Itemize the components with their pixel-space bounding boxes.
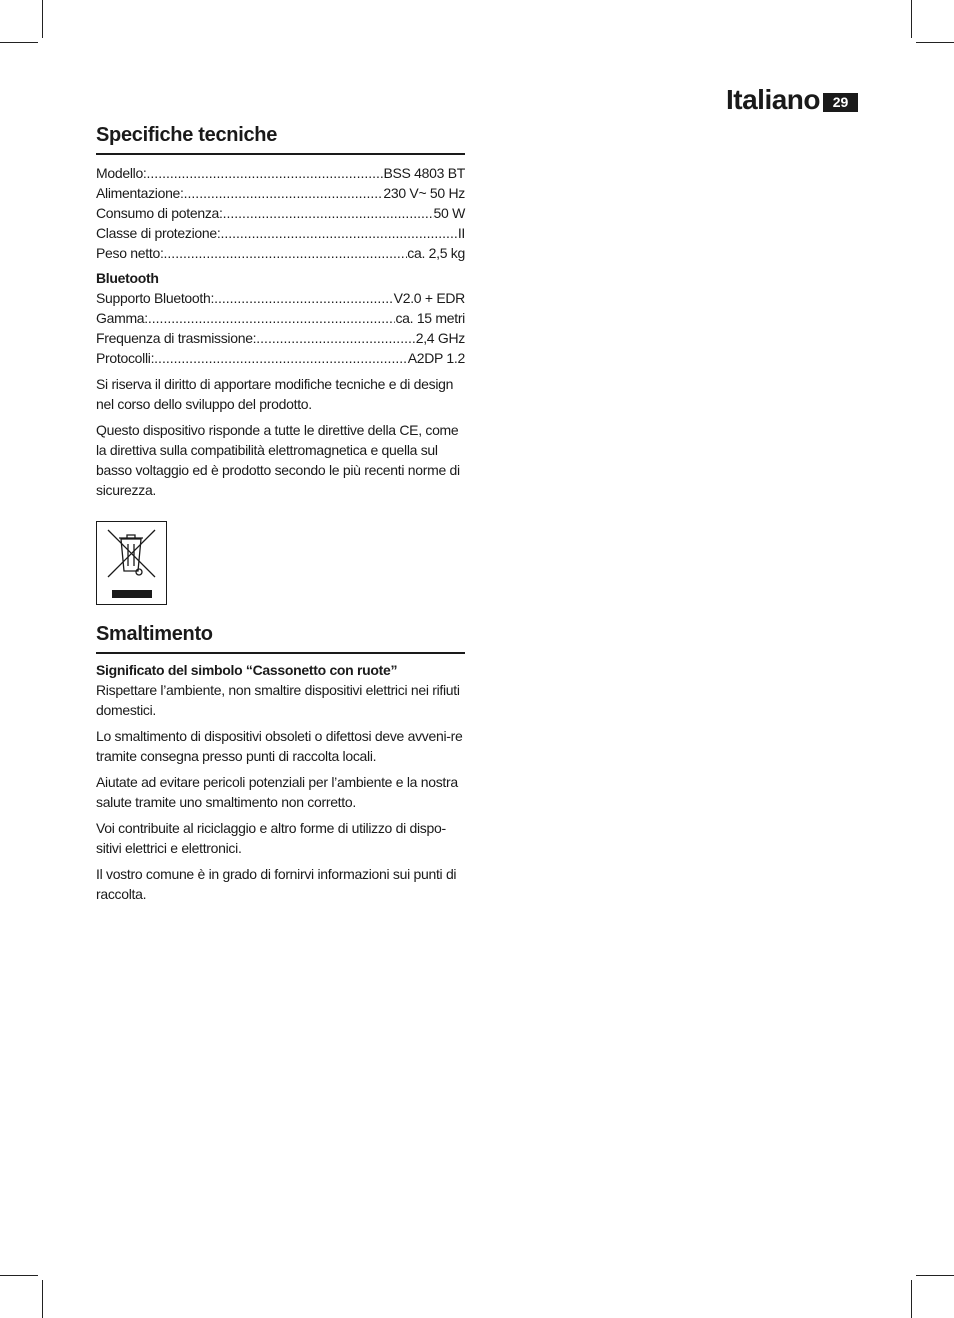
spec-label: Consumo di potenza:: [96, 205, 223, 221]
disposal-subheading: Significato del simbolo “Cassonetto con ruote”: [96, 662, 398, 678]
crop-mark: [42, 0, 43, 38]
spec-row: [96, 203, 465, 223]
crop-mark: [916, 1275, 954, 1276]
spec-row: [96, 163, 465, 183]
disposal-paragraph: Rispettare l’ambiente, non smaltire dispositivi elettrici nei rifiuti domestici.: [96, 682, 460, 718]
spec-row: [96, 328, 465, 348]
specs-list: [96, 163, 465, 368]
spec-row: [96, 288, 465, 308]
language-title: Italiano: [726, 84, 821, 115]
disposal-paragraph: Aiutate ad evitare pericoli potenziali per l’ambiente e la nostra salute tramite uno smaltimento non corretto.: [96, 774, 458, 810]
spec-value: ca. 15 metri: [395, 310, 465, 326]
disposal-paragraph: Lo smaltimento di dispositivi obsoleti o difettosi deve avveni-re tramite consegna presso punti di raccolta locali.: [96, 728, 463, 764]
spec-value: V2.0 + EDR: [393, 290, 465, 306]
crossed-out-wheelie-bin-icon: [97, 522, 165, 603]
spec-row: [96, 223, 465, 243]
spec-label: Peso netto:: [96, 245, 164, 261]
page-number: 29: [823, 93, 858, 112]
spec-value: ca. 2,5 kg: [407, 245, 465, 261]
crop-mark: [916, 42, 954, 43]
ce-notice: Questo dispositivo risponde a tutte le direttive della CE, come la direttiva sulla compatibilità elettromagnetica e quella sul basso voltaggio ed è prodotto secondo le più recenti norme di sicurezza.: [96, 422, 460, 498]
crop-mark: [0, 1275, 38, 1276]
weee-symbol: [96, 521, 167, 605]
spec-value: A2DP 1.2: [407, 350, 465, 366]
spec-label: Alimentazione:: [96, 185, 184, 201]
crop-mark: [911, 0, 912, 38]
spec-row: [96, 183, 465, 203]
crop-mark: [0, 42, 38, 43]
spec-label: Classe di protezione:: [96, 225, 221, 241]
disposal-title: Smaltimento: [96, 623, 465, 654]
spec-value: II: [457, 225, 465, 241]
specs-section: [96, 124, 465, 500]
disposal-section: [96, 623, 465, 904]
spec-row: [96, 348, 465, 368]
spec-label: Frequenza di trasmissione:: [96, 330, 257, 346]
spec-row: [96, 243, 465, 263]
spec-value: 2,4 GHz: [415, 330, 465, 346]
spec-value: BSS 4803 BT: [383, 165, 465, 181]
spec-label: Protocolli:: [96, 350, 155, 366]
spec-label: Supporto Bluetooth:: [96, 290, 215, 306]
bluetooth-heading: Bluetooth: [96, 270, 159, 286]
design-notice: Si riserva il diritto di apportare modifiche tecniche e di design nel corso dello sviluppo del prodotto.: [96, 376, 454, 412]
disposal-paragraph: Voi contribuite al riciclaggio e altro forme di utilizzo di dispo-sitivi elettrici e elettronici.: [96, 820, 446, 856]
crop-mark: [42, 1280, 43, 1318]
specs-title: Specifiche tecniche: [96, 124, 465, 155]
spec-label: Gamma:: [96, 310, 148, 326]
spec-value: 50 W: [433, 205, 465, 221]
spec-value: 230 V~ 50 Hz: [383, 185, 465, 201]
crop-mark: [911, 1280, 912, 1318]
spec-row: [96, 308, 465, 328]
disposal-paragraph: Il vostro comune è in grado di fornirvi informazioni sui punti di raccolta.: [96, 866, 457, 902]
spec-label: Modello:: [96, 165, 147, 181]
